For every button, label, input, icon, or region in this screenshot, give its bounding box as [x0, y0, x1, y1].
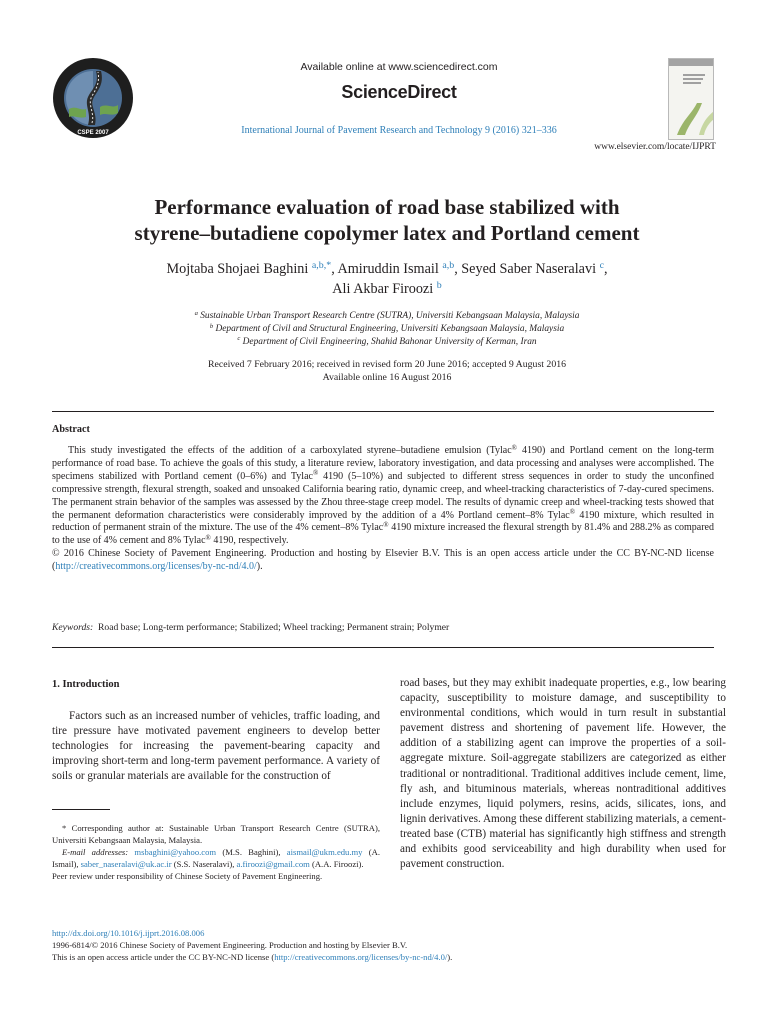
article-title — [0, 194, 768, 246]
bottom-matter — [52, 928, 732, 963]
keywords — [52, 622, 714, 633]
email-addresses: E-mail addresses: msbaghini@yahoo.com (M.S. Baghini), aismail@ukm.edu.my (A. Ismail), saber_naseralavi@uk.ac.ir (S.S. Naseralavi), a.firoozi@gmail.com (A.A. Firoozi). — [52, 846, 380, 869]
affiliations — [0, 310, 768, 348]
intro-paragraph: Factors such as an increased number of vehicles, traffic loading, and tire pressure have motivated pavement engineers to develop better technologies for increasing the pavement-bearing capacity and improving short-term and long-term pavement performance. A variety of soils or granular materials are available for the construction of — [52, 710, 380, 783]
abstract-heading: Abstract — [52, 424, 90, 435]
license-link[interactable]: http://creativecommons.org/licenses/by-nc-nd/4.0/ — [274, 951, 448, 962]
open-access-line: This is an open access article under the CC BY-NC-ND license (http://creativecommons.org/licenses/by-nc-nd/4.0/). — [52, 951, 453, 962]
left-column — [52, 677, 380, 785]
email-link[interactable]: a.firoozi@gmail.com — [236, 858, 310, 869]
keywords-text: Road base; Long-term performance; Stabilized; Wheel tracking; Permanent strain; Polymer — [98, 622, 450, 633]
society-logo-text: CSPE 2007 — [77, 130, 109, 136]
divider — [52, 411, 714, 412]
author-affil-marker[interactable]: a,b — [442, 260, 455, 272]
author-sep: , — [603, 261, 608, 277]
journal-reference[interactable]: International Journal of Pavement Research and Technology 9 (2016) 321–336 — [241, 125, 557, 136]
peer-review-note: Peer review under responsibility of Chinese Society of Pavement Engineering. — [52, 870, 323, 881]
email-link[interactable]: saber_naseralavi@uk.ac.ir — [80, 858, 172, 869]
sciencedirect-brand[interactable]: ScienceDirect — [341, 82, 457, 102]
available-online-date: Available online 16 August 2016 — [322, 371, 452, 383]
author-affil-marker[interactable]: c — [599, 260, 604, 272]
available-online: Available online at www.sciencedirect.com — [300, 61, 498, 73]
divider — [52, 647, 714, 648]
affiliation-item: $^b$ Department of Civil and Structural Engineering, Universiti Kebangsaan Malaysia, Malaysia — [209, 322, 565, 334]
author-affil-marker[interactable]: b — [436, 280, 442, 292]
doi-link[interactable]: http://dx.doi.org/10.1016/j.ijprt.2016.08.006 — [52, 928, 205, 938]
author-name: Mojtaba Shojaei Baghini — [166, 261, 309, 277]
author-name: Ali Akbar Firoozi — [332, 281, 434, 297]
email-link[interactable]: msbaghini@yahoo.com — [134, 846, 217, 857]
issn-line: 1996-6814/© 2016 Chinese Society of Pavement Engineering. Production and hosting by Elsevier B.V. — [52, 939, 408, 950]
affiliation-item: $^a$ Sustainable Urban Transport Research Centre (SUTRA), Universiti Kebangsaan Malaysia, Malaysia — [194, 309, 580, 321]
affiliation-item: $^c$ Department of Civil Engineering, Shahid Bahonar University of Kerman, Iran — [237, 335, 537, 347]
abstract-text: This study investigated the effects of the addition of a carboxylated styrene–butadiene emulsion (Tylac® 4190) and Portland cement on the long-term performance of road base. To achieve the goals of this study, a literature review, laboratory investigation, and data processing and analyses were accomplished. The specimens stabilized with Portland cement (0–6%) and Tylac® 4190 (5–10%) and subjected to different stress sequences in order to study the unconfined compressive strength, flexural strength, soaked and unsoaked California bearing ratio, dynamic creep, and wheel-tracking characteristics of 7-day-cured specimens. The permanent strain behavior of the samples was assessed by the Zhou three-stage creep model. The results of dynamic creep and wheel-tracking tests showed that the permanent deformation characteristics were considerably improved by the addition of a 4% Portland cement–8% Tylac® 4190 mixture, which resulted in reduction of permanent strain of the mixture. The use of the 4% cement–8% Tylac® 4190 mixture increased the flexural strength by 81.4% and 288.2% as compared to the use of 4% cement and 8% Tylac® 4190, respectively. — [52, 443, 715, 547]
email-link[interactable]: aismail@ukm.edu.my — [286, 846, 363, 857]
right-column — [400, 676, 726, 872]
author-name: Amiruddin Ismail — [337, 261, 439, 277]
license-link[interactable]: http://creativecommons.org/licenses/by-nc-nd/4.0/ — [55, 561, 257, 573]
corresponding-author: * Corresponding author at: Sustainable Urban Transport Research Centre (SUTRA), Universiti Kebangsaan Malaysia, Malaysia. — [52, 823, 380, 845]
copyright-notice: © 2016 Chinese Society of Pavement Engineering. Production and hosting by Elsevier B.V. This is an open access article under the CC BY-NC-ND license (http://creativecommons.org/licenses/by-nc-nd/4.0/). — [52, 548, 714, 573]
author-sep: , — [331, 261, 338, 277]
title-line-2: styrene–butadiene copolymer latex and Portland cement — [134, 221, 640, 245]
author-affil-marker[interactable]: a,b,* — [311, 260, 332, 272]
intro-paragraph-continued: road bases, but they may exhibit inadequate properties, e.g., low bearing capacity, susceptibility to moisture damage, and susceptibility to environmental conditions, which would in turn result in substantial pavement distress and shortening of pavement life. However, the addition of a stabilizing agent can improve the properties of a soil-aggregate mixture. Soil-aggregate stabilizers are categorized as either traditional or nontraditional. Traditional additives include cement, lime, fly ash, and bituminous materials, whereas nontraditional additives include enzymes, liquid polymers, resins, acids, silicates, ions, and lignin derivatives. Among these different stabilizing materials, a cement-treated base (CTB) material has significantly high stiffness and strength and exhibits good serviceability and high durability when used for pavement construction. — [400, 677, 726, 871]
footnote-divider — [52, 809, 110, 810]
author-name: Seyed Saber Naseralavi — [461, 261, 597, 277]
section-heading: 1. Introduction — [52, 679, 120, 690]
author-sep: , — [454, 261, 462, 277]
journal-cover-thumbnail — [668, 58, 714, 140]
keywords-label: Keywords: — [52, 622, 94, 633]
title-line-1: Performance evaluation of road base stabilized with — [154, 195, 620, 219]
footnote — [52, 823, 380, 883]
received-dates: Received 7 February 2016; received in revised form 20 June 2016; accepted 9 August 2016 — [207, 359, 567, 370]
journal-url[interactable]: www.elsevier.com/locate/IJPRT — [594, 142, 716, 152]
article-dates — [0, 359, 768, 385]
author-list — [0, 259, 768, 299]
abstract-body — [52, 445, 714, 574]
